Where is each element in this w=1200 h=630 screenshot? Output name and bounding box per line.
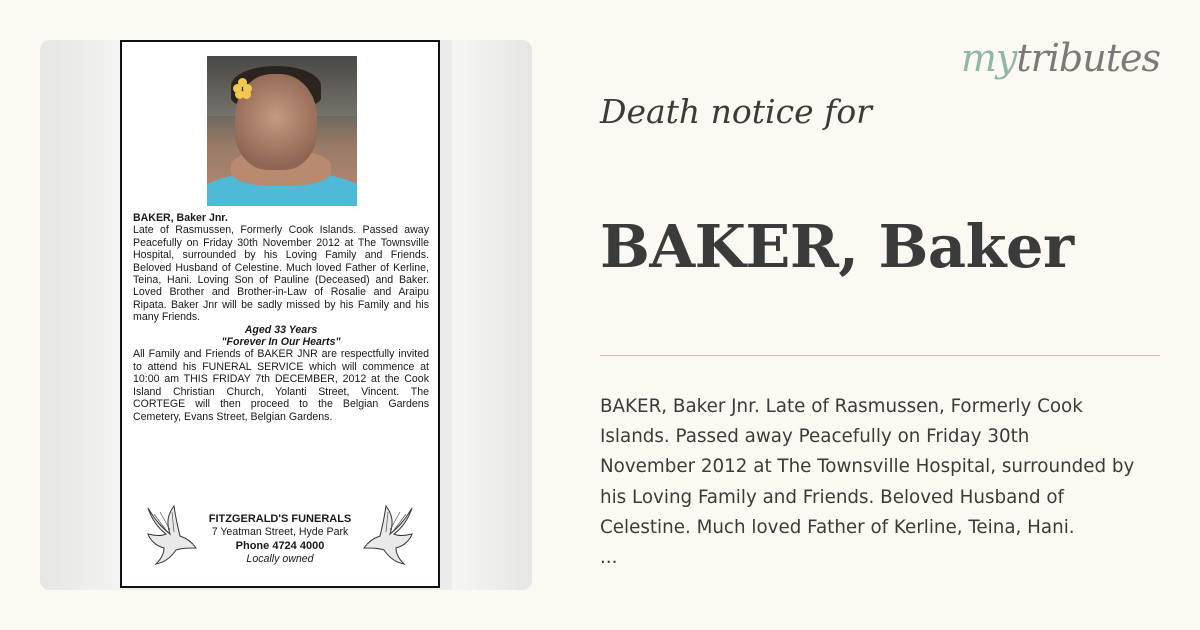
funeral-address: 7 Yeatman Street, Hyde Park [211,526,349,538]
notice-quote: "Forever In Our Hearts" [221,336,341,349]
newspaper-notice [120,40,440,588]
funeral-owned: Locally owned [246,553,314,566]
funeral-name: FITZGERALD'S FUNERALS [208,513,352,525]
funeral-director-block [122,512,438,567]
funeral-phone: Phone 4724 4000 [235,540,325,553]
deceased-photo [207,56,357,206]
notice-aged: Aged 33 Years [244,323,318,336]
notice-body: Late of Rasmussen, Formerly Cook Islands. Passed away Peacefully on Friday 30th November 2012 at The Townsville Hospital, surrounded by his Loving Family and Friends. Beloved Husband of Celestine. Much loved Father of Kerline, Teina, Hani. Loving Son of Pauline (Deceased) and Baker. Loved Brother and Brother-in-Law of Rosalie and Araipu Ripata. Baker Jnr will be sadly missed by his Family and his many Friends. [133,224,429,324]
notice-text [133,212,429,423]
notice-image-panel [40,40,532,590]
notice-service: All Family and Friends of BAKER JNR are respectfully invited to attend his FUNERAL SERVICE which will commence at 10:00 am THIS FRIDAY 7th DECEMBER, 2012 at the Cook Island Christian Church, Yolanti Street, Vincent. The CORTEGE will then proceed to the Belgian Gardens Cemetery, Evans Street, Belgian Gardens. [133,348,429,423]
panel-fade-right [452,40,532,590]
panel-fade-left [40,40,120,590]
divider [600,355,1160,356]
notice-title: BAKER, Baker Jnr. [133,212,228,224]
mytributes-logo[interactable]: mytributes [960,36,1160,80]
notice-excerpt: BAKER, Baker Jnr. Late of Rasmussen, Formerly Cook Islands. Passed away Peacefully on Friday 30th November 2012 at The Townsville Hospital, surrounded by his Loving Family and Friends. Beloved Husband of Celestine. Much loved Father of Kerline, Teina, Hani. ... [600,396,1135,569]
flower-icon [233,78,253,98]
death-notice-label: Death notice for [600,92,872,131]
deceased-name: BAKER, Baker [600,212,1074,281]
